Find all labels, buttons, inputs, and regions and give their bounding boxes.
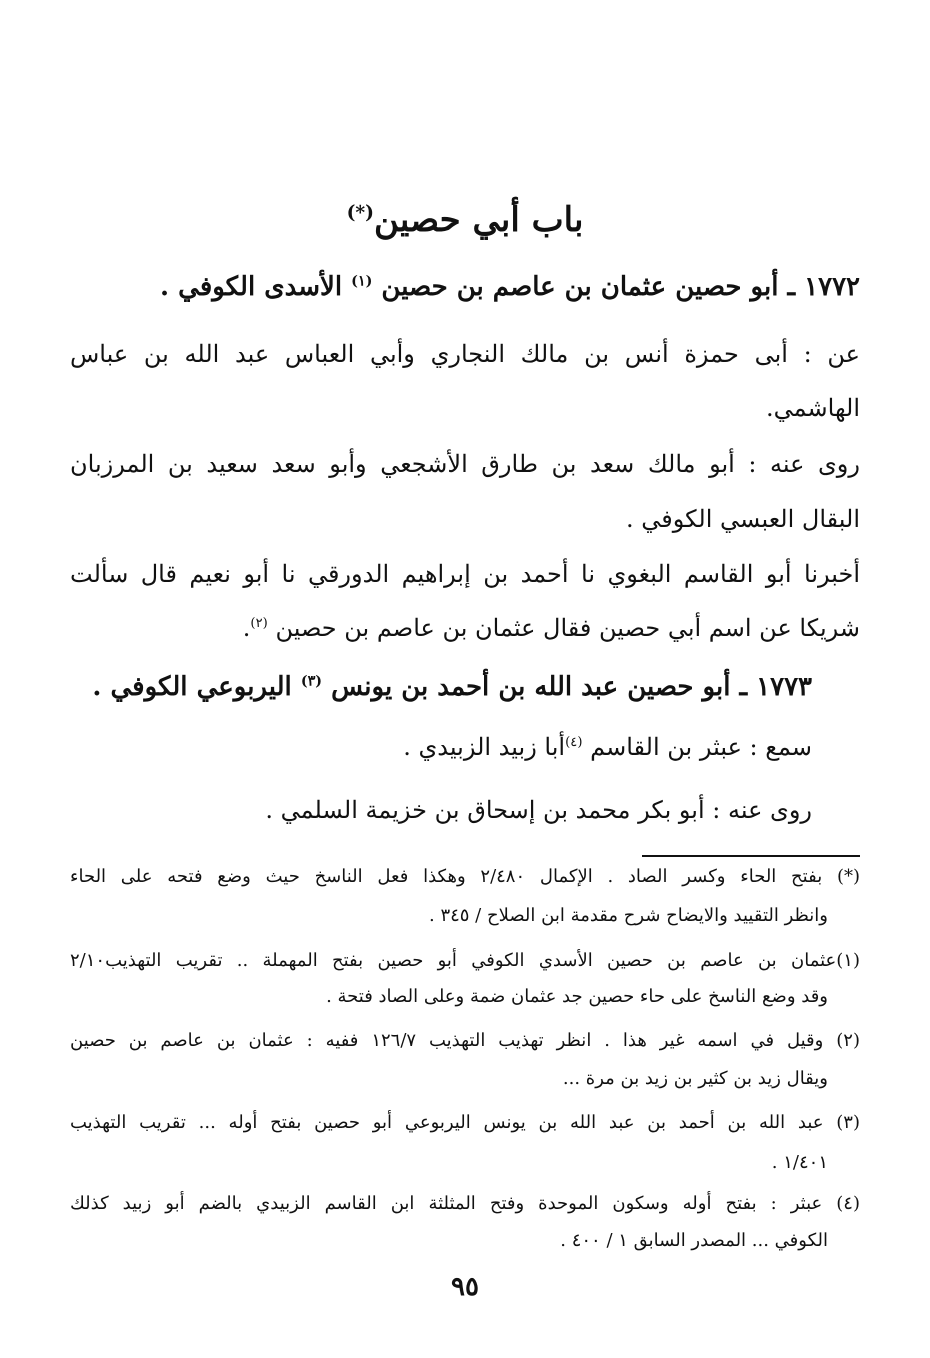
page-number: ٩٥ [451,1272,479,1302]
entry-1772-from-line1: عن : أبى حمزة أنس بن مالك النجاري وأبي العباس عبد الله بن عباس [70,340,860,368]
entry-1772-report-line2 [70,614,860,642]
entry-1772-heading-mark: (١) [351,273,373,290]
footnote-4-line1: (٤) عبثر : بفتح أوله وسكون الموحدة وفتح المثلثة ابن القاسم الزبيدي بالضم أبو زبيد كذلك [70,1193,860,1214]
entry-1772-from-line2: الهاشمي. [766,394,860,422]
entry-1773-heard-part1: سمع : عبثر بن القاسم [590,733,812,761]
footnote-1-line1: (١)عثمان بن عاصم بن حصين الأسدي الكوفي أبو حصين بفتح المهملة .. تقريب التهذيب٢/١٠ [70,950,860,971]
entry-1773-heading-part1: ١٧٧٣ ـ أبو حصين عبد الله بن أحمد بن يونس [331,672,812,702]
footnote-star-line1: (*) بفتح الحاء وكسر الصاد . الإكمال ٢/٤٨٠ وهكذا فعل الناسخ حيث وضع فتحه على الحاء [70,866,860,887]
chapter-title [70,200,860,240]
entry-1773-heading [70,672,812,702]
entry-1773-heard [70,733,812,761]
entry-1772-report-line1: أخبرنا أبو القاسم البغوي نا أحمد بن إبراهيم الدورقي نا أبو نعيم قال سألت [70,560,860,588]
footnote-separator [642,855,860,857]
chapter-title-footnote-mark: (*) [346,201,375,224]
footnote-3-line2: ١/٤٠١ . [771,1152,828,1173]
chapter-title-text: باب أبي حصين [374,200,584,240]
footnote-1-line2: وقد وضع الناسخ على حاء حصين جد عثمان ضمة وعلى الصاد فتحة . [326,986,828,1007]
entry-1772-report-mark: (٢) [250,616,268,631]
entry-1772-narrators-line2: البقال العبسي الكوفي . [626,505,860,533]
entry-1772-report-end: . [242,614,251,642]
entry-1772-heading [70,272,860,302]
footnote-star-line2: وانظر التقييد والايضاح شرح مقدمة ابن الصلاح / ٣٤٥ . [428,905,828,926]
entry-1773-heard-mark: (٤) [565,735,583,750]
footnote-2-line2: ويقال زيد بن كثير بن زيد بن مرة ... [562,1068,828,1089]
footnote-3-line1: (٣) عبد الله بن أحمد بن عبد الله بن يونس اليربوعي أبو حصين بفتح أوله ... تقريب التهذيب [70,1112,860,1133]
entry-1773-heading-part2: اليربوعي الكوفي . [92,672,292,702]
entry-1772-heading-part1: ١٧٧٢ ـ أبو حصين عثمان بن عاصم بن حصين [381,272,860,302]
entry-1772-narrators-line1: روى عنه : أبو مالك سعد بن طارق الأشجعي وأبو سعد سعيد بن المرزبان [70,450,860,478]
footnote-2-line1: (٢) وقيل في اسمه غير هذا . انظر تهذيب التهذيب ١٢٦/٧ ففيه : عثمان بن عاصم بن حصين [70,1030,860,1051]
footnote-4-line2: الكوفي ... المصدر السابق ١ / ٤٠٠ . [560,1230,828,1251]
entry-1772-heading-part2: الأسدى الكوفي . [160,272,343,302]
entry-1773-narrators: روى عنه : أبو بكر محمد بن إسحاق بن خزيمة السلمي . [265,796,812,824]
entry-1773-heard-part2: أبا زبيد الزبيدي . [403,733,566,761]
entry-1772-report-text: شريكا عن اسم أبي حصين فقال عثمان بن عاصم بن حصين [275,614,860,642]
entry-1773-heading-mark: (٣) [300,673,323,690]
